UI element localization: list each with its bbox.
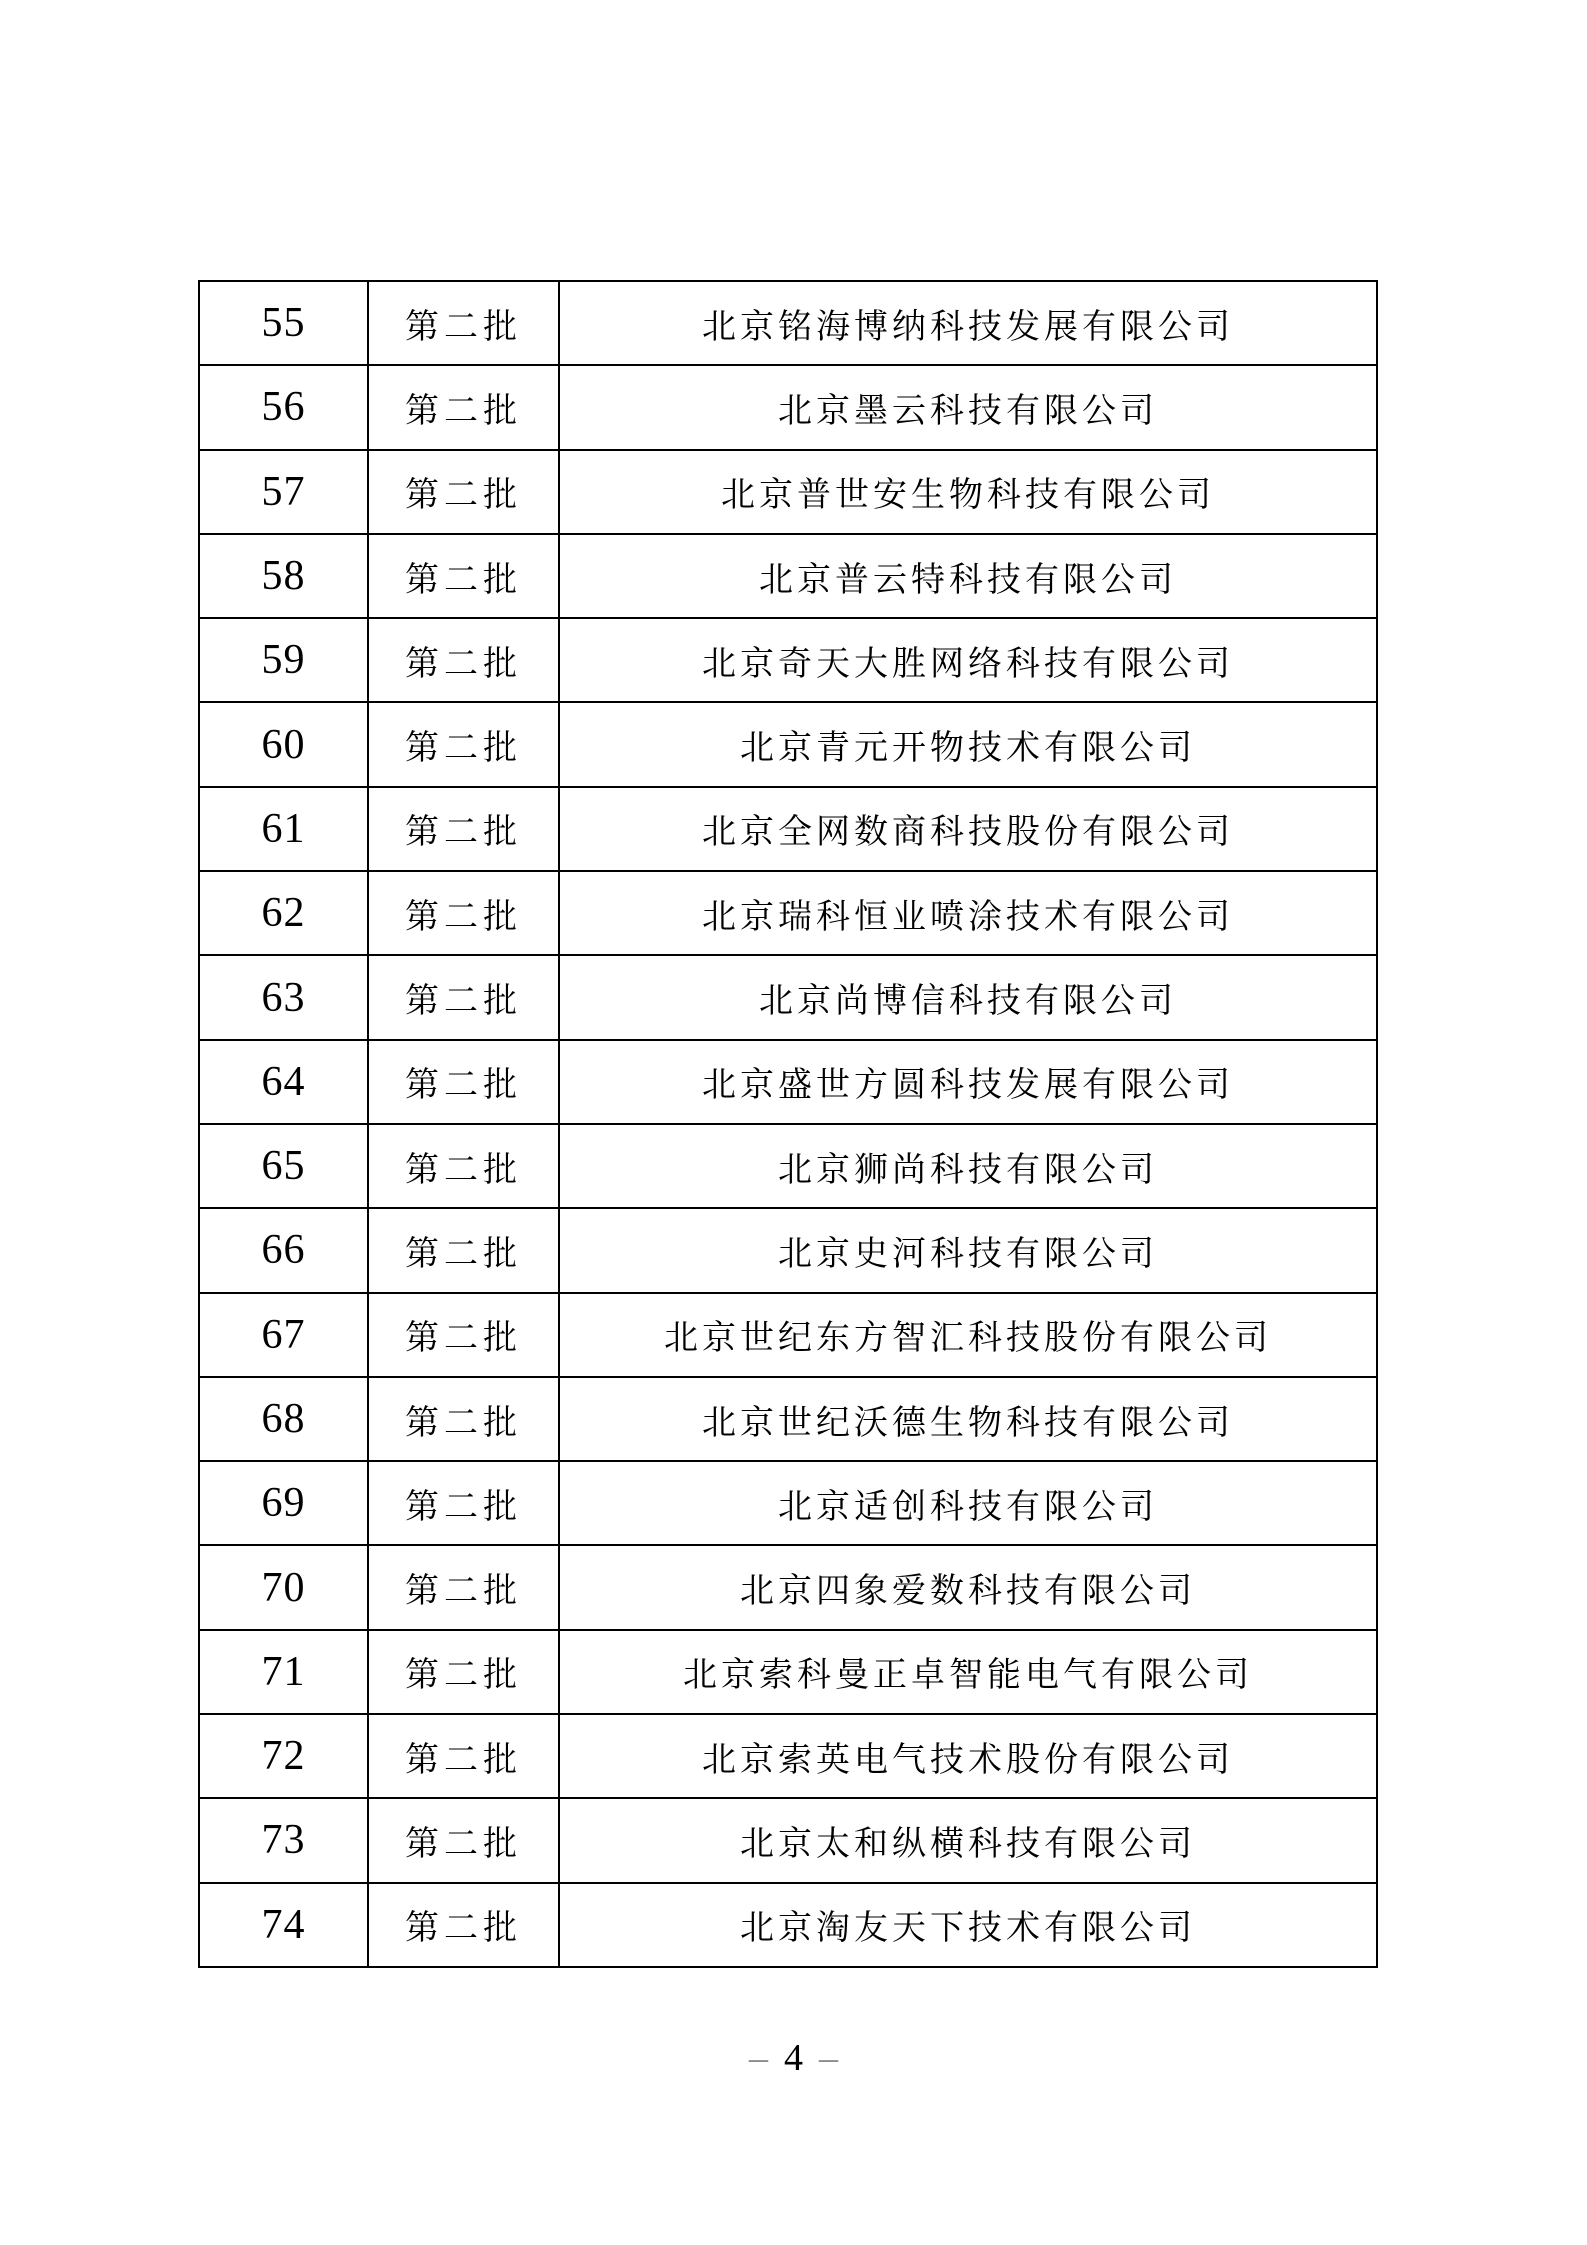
table-row [199,702,1377,786]
row-number: 74 [199,1883,368,1967]
table-row [199,1461,1377,1545]
row-company: 北京青元开物技术有限公司 [559,702,1377,786]
table-row [199,618,1377,702]
table-row [199,1040,1377,1124]
row-number: 70 [199,1545,368,1629]
footer-dash-right: – [819,2037,838,2079]
row-number: 71 [199,1630,368,1714]
row-company: 北京全网数商科技股份有限公司 [559,787,1377,871]
row-number: 68 [199,1377,368,1461]
row-company: 北京奇天大胜网络科技有限公司 [559,618,1377,702]
row-batch: 第二批 [368,871,559,955]
table-row [199,1630,1377,1714]
row-batch: 第二批 [368,787,559,871]
table-row [199,1883,1377,1967]
table-row [199,450,1377,534]
row-number: 72 [199,1714,368,1798]
row-batch: 第二批 [368,450,559,534]
row-company: 北京世纪沃德生物科技有限公司 [559,1377,1377,1461]
row-company: 北京墨云科技有限公司 [559,365,1377,449]
company-table [198,280,1378,1968]
table-row [199,871,1377,955]
row-number: 62 [199,871,368,955]
row-number: 66 [199,1208,368,1292]
row-number: 56 [199,365,368,449]
row-company: 北京世纪东方智汇科技股份有限公司 [559,1293,1377,1377]
footer-page-number: 4 [784,2037,803,2079]
footer-dash-left: – [749,2037,768,2079]
page-footer [0,2030,1587,2086]
row-number: 69 [199,1461,368,1545]
table-row [199,281,1377,365]
row-batch: 第二批 [368,1208,559,1292]
row-batch: 第二批 [368,1630,559,1714]
table-row [199,1293,1377,1377]
row-number: 73 [199,1798,368,1882]
table-row [199,365,1377,449]
table-row [199,534,1377,618]
row-number: 59 [199,618,368,702]
row-batch: 第二批 [368,1883,559,1967]
row-company: 北京铭海博纳科技发展有限公司 [559,281,1377,365]
row-batch: 第二批 [368,1545,559,1629]
table-row [199,1377,1377,1461]
table-row [199,1545,1377,1629]
row-company: 北京索英电气技术股份有限公司 [559,1714,1377,1798]
row-company: 北京尚博信科技有限公司 [559,955,1377,1039]
row-company: 北京普云特科技有限公司 [559,534,1377,618]
row-batch: 第二批 [368,1040,559,1124]
row-number: 67 [199,1293,368,1377]
row-batch: 第二批 [368,1461,559,1545]
company-table-body [199,281,1377,1967]
row-batch: 第二批 [368,1377,559,1461]
row-number: 63 [199,955,368,1039]
table-row [199,1124,1377,1208]
row-batch: 第二批 [368,618,559,702]
row-batch: 第二批 [368,955,559,1039]
row-company: 北京淘友天下技术有限公司 [559,1883,1377,1967]
row-batch: 第二批 [368,365,559,449]
row-batch: 第二批 [368,1714,559,1798]
row-number: 64 [199,1040,368,1124]
row-batch: 第二批 [368,281,559,365]
row-batch: 第二批 [368,534,559,618]
row-number: 58 [199,534,368,618]
row-company: 北京狮尚科技有限公司 [559,1124,1377,1208]
row-batch: 第二批 [368,1293,559,1377]
row-company: 北京盛世方圆科技发展有限公司 [559,1040,1377,1124]
row-company: 北京瑞科恒业喷涂技术有限公司 [559,871,1377,955]
row-batch: 第二批 [368,1124,559,1208]
row-company: 北京四象爱数科技有限公司 [559,1545,1377,1629]
table-row [199,1714,1377,1798]
row-company: 北京史河科技有限公司 [559,1208,1377,1292]
table-row [199,787,1377,871]
row-company: 北京索科曼正卓智能电气有限公司 [559,1630,1377,1714]
row-number: 60 [199,702,368,786]
row-batch: 第二批 [368,1798,559,1882]
row-number: 55 [199,281,368,365]
table-row [199,1798,1377,1882]
row-company: 北京太和纵横科技有限公司 [559,1798,1377,1882]
table-row [199,955,1377,1039]
row-company: 北京适创科技有限公司 [559,1461,1377,1545]
row-company: 北京普世安生物科技有限公司 [559,450,1377,534]
row-batch: 第二批 [368,702,559,786]
row-number: 65 [199,1124,368,1208]
table-row [199,1208,1377,1292]
row-number: 57 [199,450,368,534]
row-number: 61 [199,787,368,871]
